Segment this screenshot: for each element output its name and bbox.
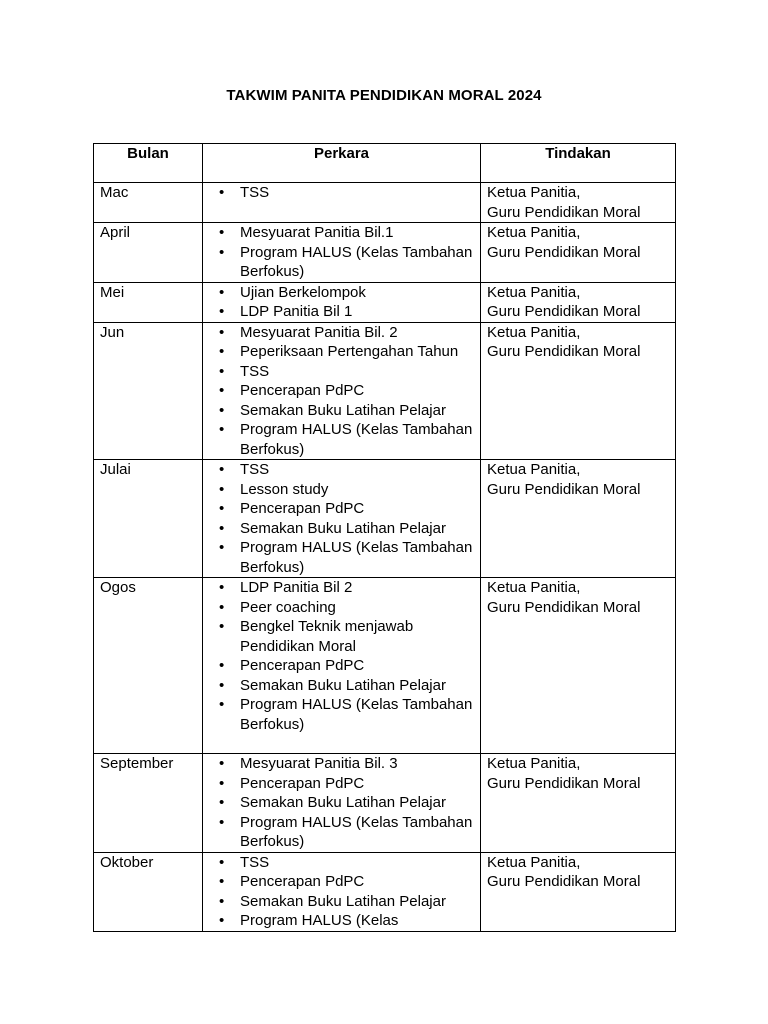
tindakan-cell: [481, 578, 676, 754]
month-cell: Mei: [94, 282, 203, 322]
perkara-cell: [203, 852, 481, 931]
tindakan-cell: [481, 460, 676, 578]
list-item: • Semakan Buku Latihan Pelajar: [209, 892, 474, 912]
tindakan-cell: [481, 322, 676, 460]
action-line: Ketua Panitia,: [487, 755, 581, 772]
list-item: • TSS: [209, 183, 474, 203]
table-header: [94, 144, 676, 183]
list-item: • Mesyuarat Panitia Bil. 3: [209, 754, 474, 774]
table-row: [94, 223, 676, 283]
month-cell: April: [94, 223, 203, 283]
list-item: • Pencerapan PdPC: [209, 872, 474, 892]
perkara-cell: [203, 322, 481, 460]
list-item: • Program HALUS (Kelas Tambahan Berfokus): [209, 813, 474, 852]
header-row: [94, 144, 676, 183]
table-row: [94, 183, 676, 223]
list-item: • Pencerapan PdPC: [209, 656, 474, 676]
month-cell: Oktober: [94, 852, 203, 931]
perkara-list: [209, 323, 474, 460]
page-title: TAKWIM PANITA PENDIDIKAN MORAL 2024: [226, 87, 542, 104]
header-bulan: Bulan: [94, 144, 203, 183]
action-line: Guru Pendidikan Moral: [487, 203, 641, 221]
list-item: • Pencerapan PdPC: [209, 774, 474, 794]
month-cell: Julai: [94, 460, 203, 578]
list-item: • Semakan Buku Latihan Pelajar: [209, 676, 474, 696]
action-line: Ketua Panitia,: [487, 853, 581, 871]
table-body: [94, 183, 676, 932]
month-cell: September: [94, 754, 203, 853]
table-row: [94, 282, 676, 322]
list-item: • Semakan Buku Latihan Pelajar: [209, 793, 474, 813]
action-line: Guru Pendidikan Moral: [487, 303, 641, 320]
list-item: • Peer coaching: [209, 598, 474, 618]
list-item: • Ujian Berkelompok: [209, 283, 474, 303]
perkara-list: [209, 183, 474, 203]
perkara-list: [209, 754, 474, 852]
list-item: • TSS: [209, 362, 474, 382]
action-line: Guru Pendidikan Moral: [487, 243, 641, 261]
list-item: • Program HALUS (Kelas Tambahan Berfokus): [209, 695, 474, 734]
tindakan-cell: [481, 223, 676, 283]
list-item: • LDP Panitia Bil 1: [209, 302, 474, 322]
list-item: • Lesson study: [209, 480, 474, 500]
perkara-cell: [203, 460, 481, 578]
perkara-list: [209, 283, 474, 322]
perkara-list: [209, 578, 474, 734]
table-row: [94, 852, 676, 931]
action-line: Guru Pendidikan Moral: [487, 774, 641, 792]
header-tindakan: Tindakan: [481, 144, 676, 183]
action-line: Ketua Panitia,: [487, 579, 581, 596]
perkara-list: [209, 223, 474, 282]
action-line: Guru Pendidikan Moral: [487, 598, 641, 616]
list-item: • TSS: [209, 460, 474, 480]
perkara-cell: [203, 754, 481, 853]
tindakan-cell: [481, 754, 676, 853]
list-item: • Mesyuarat Panitia Bil.1: [209, 223, 474, 243]
list-item: • Semakan Buku Latihan Pelajar: [209, 519, 474, 539]
action-line: Ketua Panitia,: [487, 184, 581, 201]
table-row: [94, 322, 676, 460]
action-line: Guru Pendidikan Moral: [487, 343, 641, 360]
perkara-list: [209, 853, 474, 931]
month-cell: Mac: [94, 183, 203, 223]
perkara-cell: [203, 183, 481, 223]
table-row: [94, 754, 676, 853]
list-item: • TSS: [209, 853, 474, 873]
list-item: • Semakan Buku Latihan Pelajar: [209, 401, 474, 421]
tindakan-cell: [481, 852, 676, 931]
perkara-cell: [203, 223, 481, 283]
action-line: Ketua Panitia,: [487, 283, 581, 301]
action-line: Ketua Panitia,: [487, 224, 581, 241]
list-item: • Program HALUS (Kelas Tambahan Berfokus): [209, 243, 474, 282]
list-item: • Program HALUS (Kelas Tambahan Berfokus): [209, 538, 474, 577]
action-line: Ketua Panitia,: [487, 461, 581, 478]
list-item: • Pencerapan PdPC: [209, 499, 474, 519]
table-row: [94, 578, 676, 754]
tindakan-cell: [481, 183, 676, 223]
calendar-table: [93, 143, 676, 932]
table-row: [94, 460, 676, 578]
tindakan-cell: [481, 282, 676, 322]
action-line: Guru Pendidikan Moral: [487, 873, 641, 890]
list-item: • Program HALUS (Kelas: [209, 911, 474, 931]
list-item: • Program HALUS (Kelas Tambahan Berfokus): [209, 420, 474, 459]
perkara-list: [209, 460, 474, 577]
perkara-cell: [203, 578, 481, 754]
list-item: • Peperiksaan Pertengahan Tahun: [209, 342, 474, 362]
list-item: • Mesyuarat Panitia Bil. 2: [209, 323, 474, 343]
list-item: • LDP Panitia Bil 2: [209, 578, 474, 598]
action-line: Ketua Panitia,: [487, 323, 581, 341]
month-cell: Ogos: [94, 578, 203, 754]
perkara-cell: [203, 282, 481, 322]
header-perkara: Perkara: [203, 144, 481, 183]
list-item: • Bengkel Teknik menjawab Pendidikan Moral: [209, 617, 474, 656]
action-line: Guru Pendidikan Moral: [487, 480, 641, 498]
month-cell: Jun: [94, 322, 203, 460]
list-item: • Pencerapan PdPC: [209, 381, 474, 401]
